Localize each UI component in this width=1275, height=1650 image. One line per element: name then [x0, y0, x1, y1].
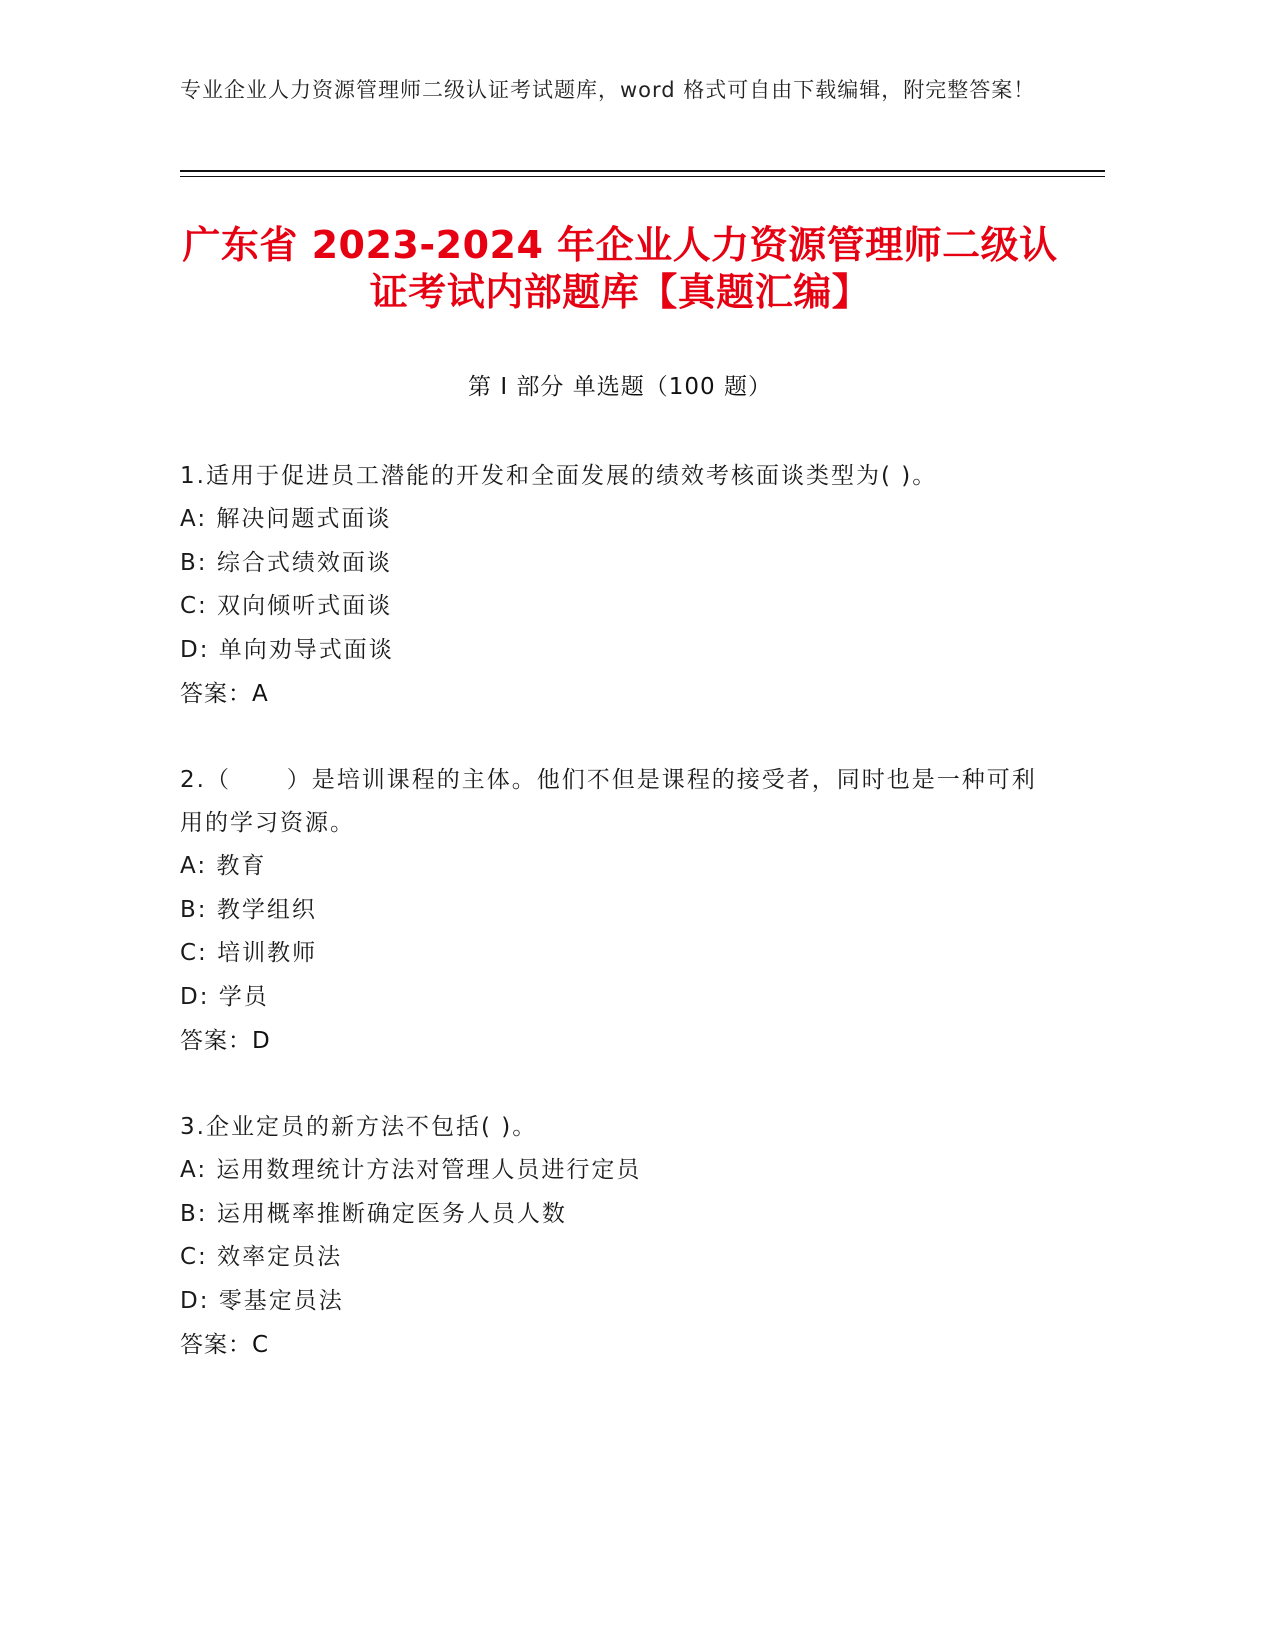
option-c: C: 双向倾听式面谈 [180, 593, 393, 619]
question-list [180, 455, 1040, 1410]
option-a: A: 运用数理统计方法对管理人员进行定员 [180, 1157, 642, 1183]
option-c: C: 培训教师 [180, 940, 318, 966]
option-b: B: 综合式绩效面谈 [180, 549, 392, 576]
question-3 [180, 1106, 1040, 1367]
option-d: D: 单向劝导式面谈 [180, 636, 394, 663]
document-title: 广东省 2023-2024 年企业人力资源管理师二级认证考试内部题库【真题汇编】 [182, 223, 1058, 314]
question-stem: 3.企业定员的新方法不包括( )。 [180, 1114, 538, 1140]
option-a: A: 教育 [180, 853, 267, 879]
header-divider-thin [180, 176, 1105, 177]
option-d: D: 零基定员法 [180, 1287, 344, 1314]
option-b: B: 教学组织 [180, 896, 317, 923]
question-stem: 1.适用于促进员工潜能的开发和全面发展的绩效考核面谈类型为( )。 [180, 463, 938, 489]
header-note: 专业企业人力资源管理师二级认证考试题库，word 格式可自由下载编辑，附完整答案！ [180, 78, 1036, 102]
question-stem: 2.（ ）是培训课程的主体。他们不但是课程的接受者，同时也是一种可利用的学习资源。 [180, 767, 1037, 836]
answer-line: 答案：A [180, 681, 269, 707]
option-b: B: 运用概率推断确定医务人员人数 [180, 1200, 567, 1227]
question-2 [180, 759, 1040, 1063]
header-divider-thick [180, 170, 1105, 172]
section-title: 第 I 部分 单选题（100 题） [468, 374, 772, 400]
question-1 [180, 455, 1040, 716]
answer-line: 答案：C [180, 1332, 270, 1358]
answer-line: 答案：D [180, 1028, 271, 1054]
option-d: D: 学员 [180, 983, 269, 1010]
option-a: A: 解决问题式面谈 [180, 506, 392, 532]
option-c: C: 效率定员法 [180, 1244, 343, 1270]
